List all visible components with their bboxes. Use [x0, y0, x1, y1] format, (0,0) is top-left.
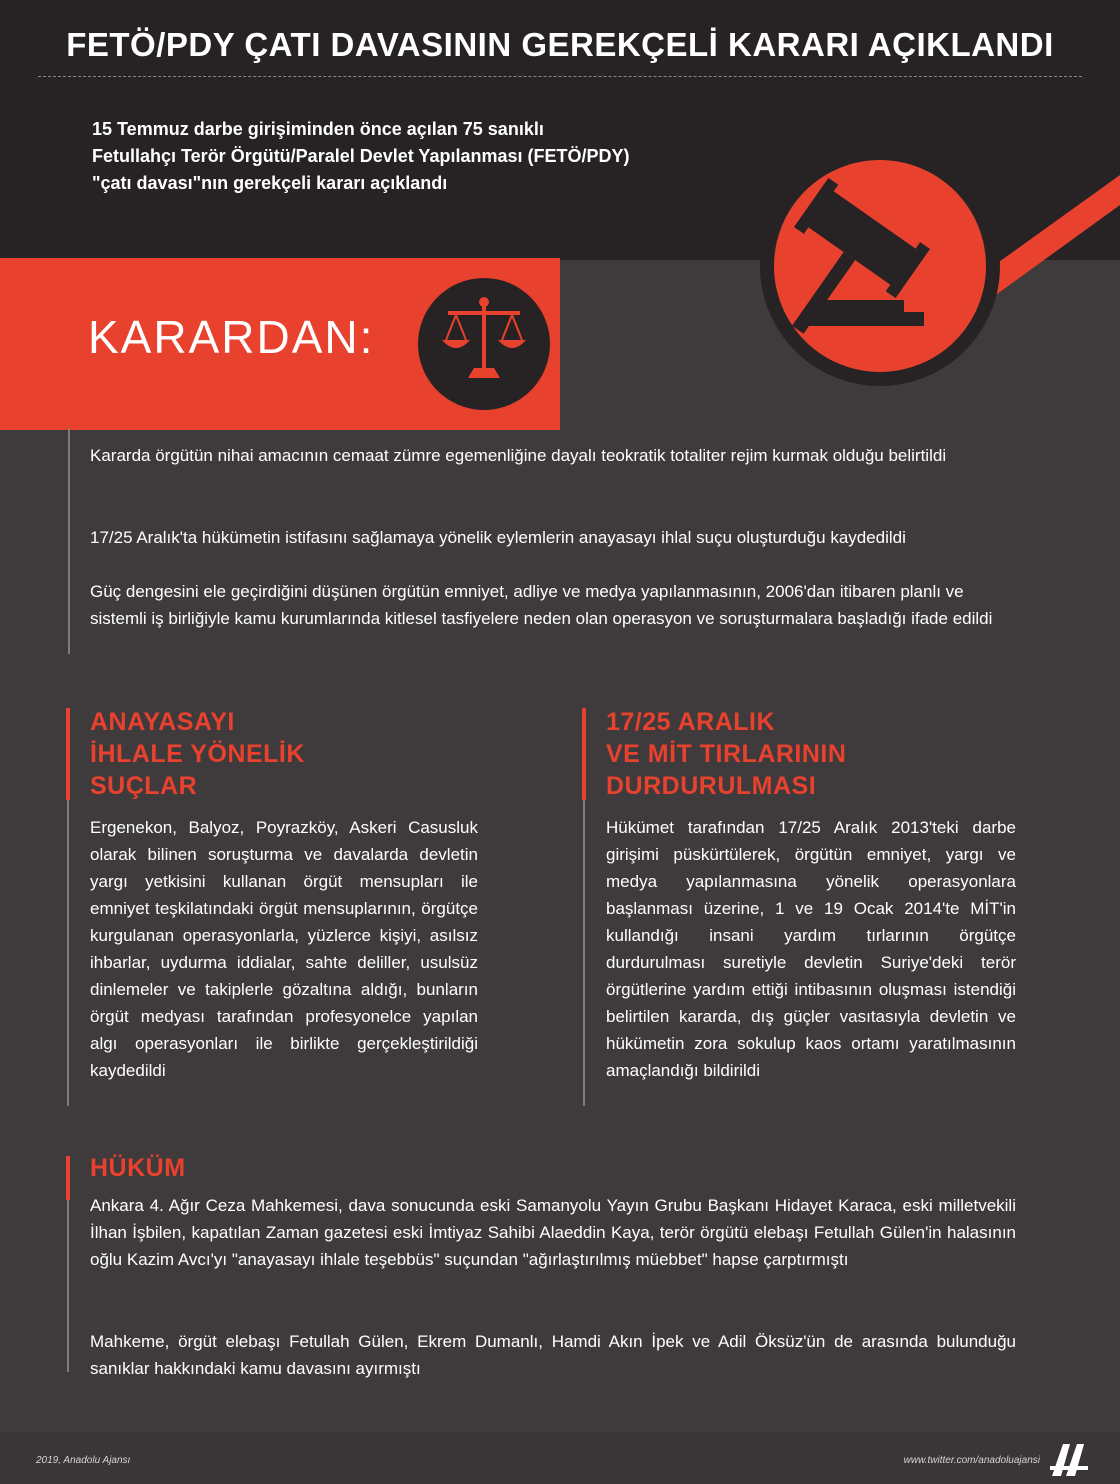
- karardan-title: KARARDAN:: [88, 311, 375, 363]
- right-column-heading: [606, 706, 1006, 802]
- gavel-circle: [760, 146, 1000, 386]
- hukum-rule: [67, 1200, 69, 1372]
- scales-of-justice-icon: [418, 278, 550, 410]
- heading-line: VE MİT TIRLARININ: [606, 740, 847, 768]
- heading-line: İHLALE YÖNELİK: [90, 740, 305, 768]
- scales-circle: [418, 278, 550, 410]
- karardan-rule: [68, 428, 70, 654]
- right-rule: [583, 800, 585, 1106]
- right-column-body: Hükümet tarafından 17/25 Aralık 2013'teki darbe girişimi püskürtülerek, örgütün emniyet, yargı ve medya yapılanmasına yönelik operasyonlara başlanması üzerine, 1 ve 19 Ocak 2014'te MİT'in kullandığı insani yardım tırlarının örgütçe durdurulması suretiyle devletin Suriye'deki terör örgütlerine yardım ettiği intibasının oluşması istendiği belirtilen kararda, dış güçler vasıtasıyla devletin ve hükümetin zora sokulup kaos ortamı yaratılmasının amaçlandığı bildirildi: [606, 818, 1016, 1080]
- twitter-link[interactable]: www.twitter.com/anadoluajansi: [903, 1455, 1040, 1466]
- hukum-accent-bar: [66, 1156, 70, 1200]
- karardan-paragraph: 17/25 Aralık'ta hükümetin istifasını sağlamaya yönelik eylemlerin anayasayı ihlal suçu oluşturduğu kaydedildi: [90, 528, 906, 547]
- footer-credit: 2019, Anadolu Ajansı: [36, 1455, 131, 1466]
- page-title: FETÖ/PDY ÇATI DAVASININ GEREKÇELİ KARARI AÇIKLANDI: [66, 26, 1054, 63]
- hukum-paragraph: Ankara 4. Ağır Ceza Mahkemesi, dava sonucunda eski Samanyolu Yayın Grubu Başkanı Hidayet Karaca, eski milletvekili İlhan İşbilen, kapatılan Zaman gazetesi eski İmtiyaz Sahibi Alaeddin Kaya, terör örgütü elebaşı Fetullah Gülen'in halasının oğlu Kazim Avcı'yı "anayasayı ihlale teşebbüs" suçundan "ağırlaştırılmış müebbet" hapse çarptırmıştı: [90, 1196, 1016, 1269]
- intro-line: "çatı davası"nın gerekçeli kararı açıklandı: [92, 173, 448, 193]
- intro-line: 15 Temmuz darbe girişiminden önce açılan 75 sanıklı: [92, 119, 544, 139]
- heading-line: ANAYASAYI: [90, 708, 235, 736]
- left-column-body: Ergenekon, Balyoz, Poyrazköy, Askeri Casusluk olarak bilinen soruşturma ve davalarda devletin yargı yetkisini kullanan örgüt mensupları ile emniyet teşkilatındaki örgüt mensuplarının, örgütçe kurgulanan operasyonlarla, yüzlerce kişiyi, asılsız ihbarlar, uydurma iddialar, sahte deliller, usulsüz dinlemeler ve takiplerle gözaltına aldığı, bunların örgüt medyası tarafından profesyonelce yapılan algı operasyonları ile birlikte gerçekleştirildiği kaydedildi: [90, 818, 478, 1080]
- heading-line: 17/25 ARALIK: [606, 708, 776, 736]
- hukum-heading: HÜKÜM: [90, 1154, 186, 1182]
- karardan-paragraph: Güç dengesini ele geçirdiğini düşünen örgütün emniyet, adliye ve medya yapılanmasının, 2006'dan itibaren planlı ve sistemli iş birliğiyle kamu kurumlarında kitlesel tasfiyelere neden olan operasyon ve soruşturmalara başladığı ifade edildi: [90, 582, 993, 628]
- karardan-paragraph: Kararda örgütün nihai amacının cemaat zümre egemenliğine dayalı teokratik totaliter rejim kurmak olduğu belirtildi: [90, 446, 947, 465]
- left-accent-bar: [66, 708, 70, 800]
- intro-line: Fetullahçı Terör Örgütü/Paralel Devlet Yapılanması (FETÖ/PDY): [92, 146, 630, 166]
- anadolu-agency-logo-icon: [1048, 1438, 1090, 1478]
- gavel-icon: [774, 160, 986, 372]
- left-rule: [67, 800, 69, 1106]
- heading-line: SUÇLAR: [90, 772, 198, 800]
- right-accent-bar: [582, 708, 586, 800]
- left-column-heading: [90, 706, 450, 802]
- hukum-paragraph: Mahkeme, örgüt elebaşı Fetullah Gülen, Ekrem Dumanlı, Hamdi Akın İpek ve Adil Öksüz'ün de arasında bulunduğu sanıklar hakkındaki kamu davasını ayırmıştı: [90, 1332, 1016, 1378]
- heading-line: DURDURULMASI: [606, 772, 817, 800]
